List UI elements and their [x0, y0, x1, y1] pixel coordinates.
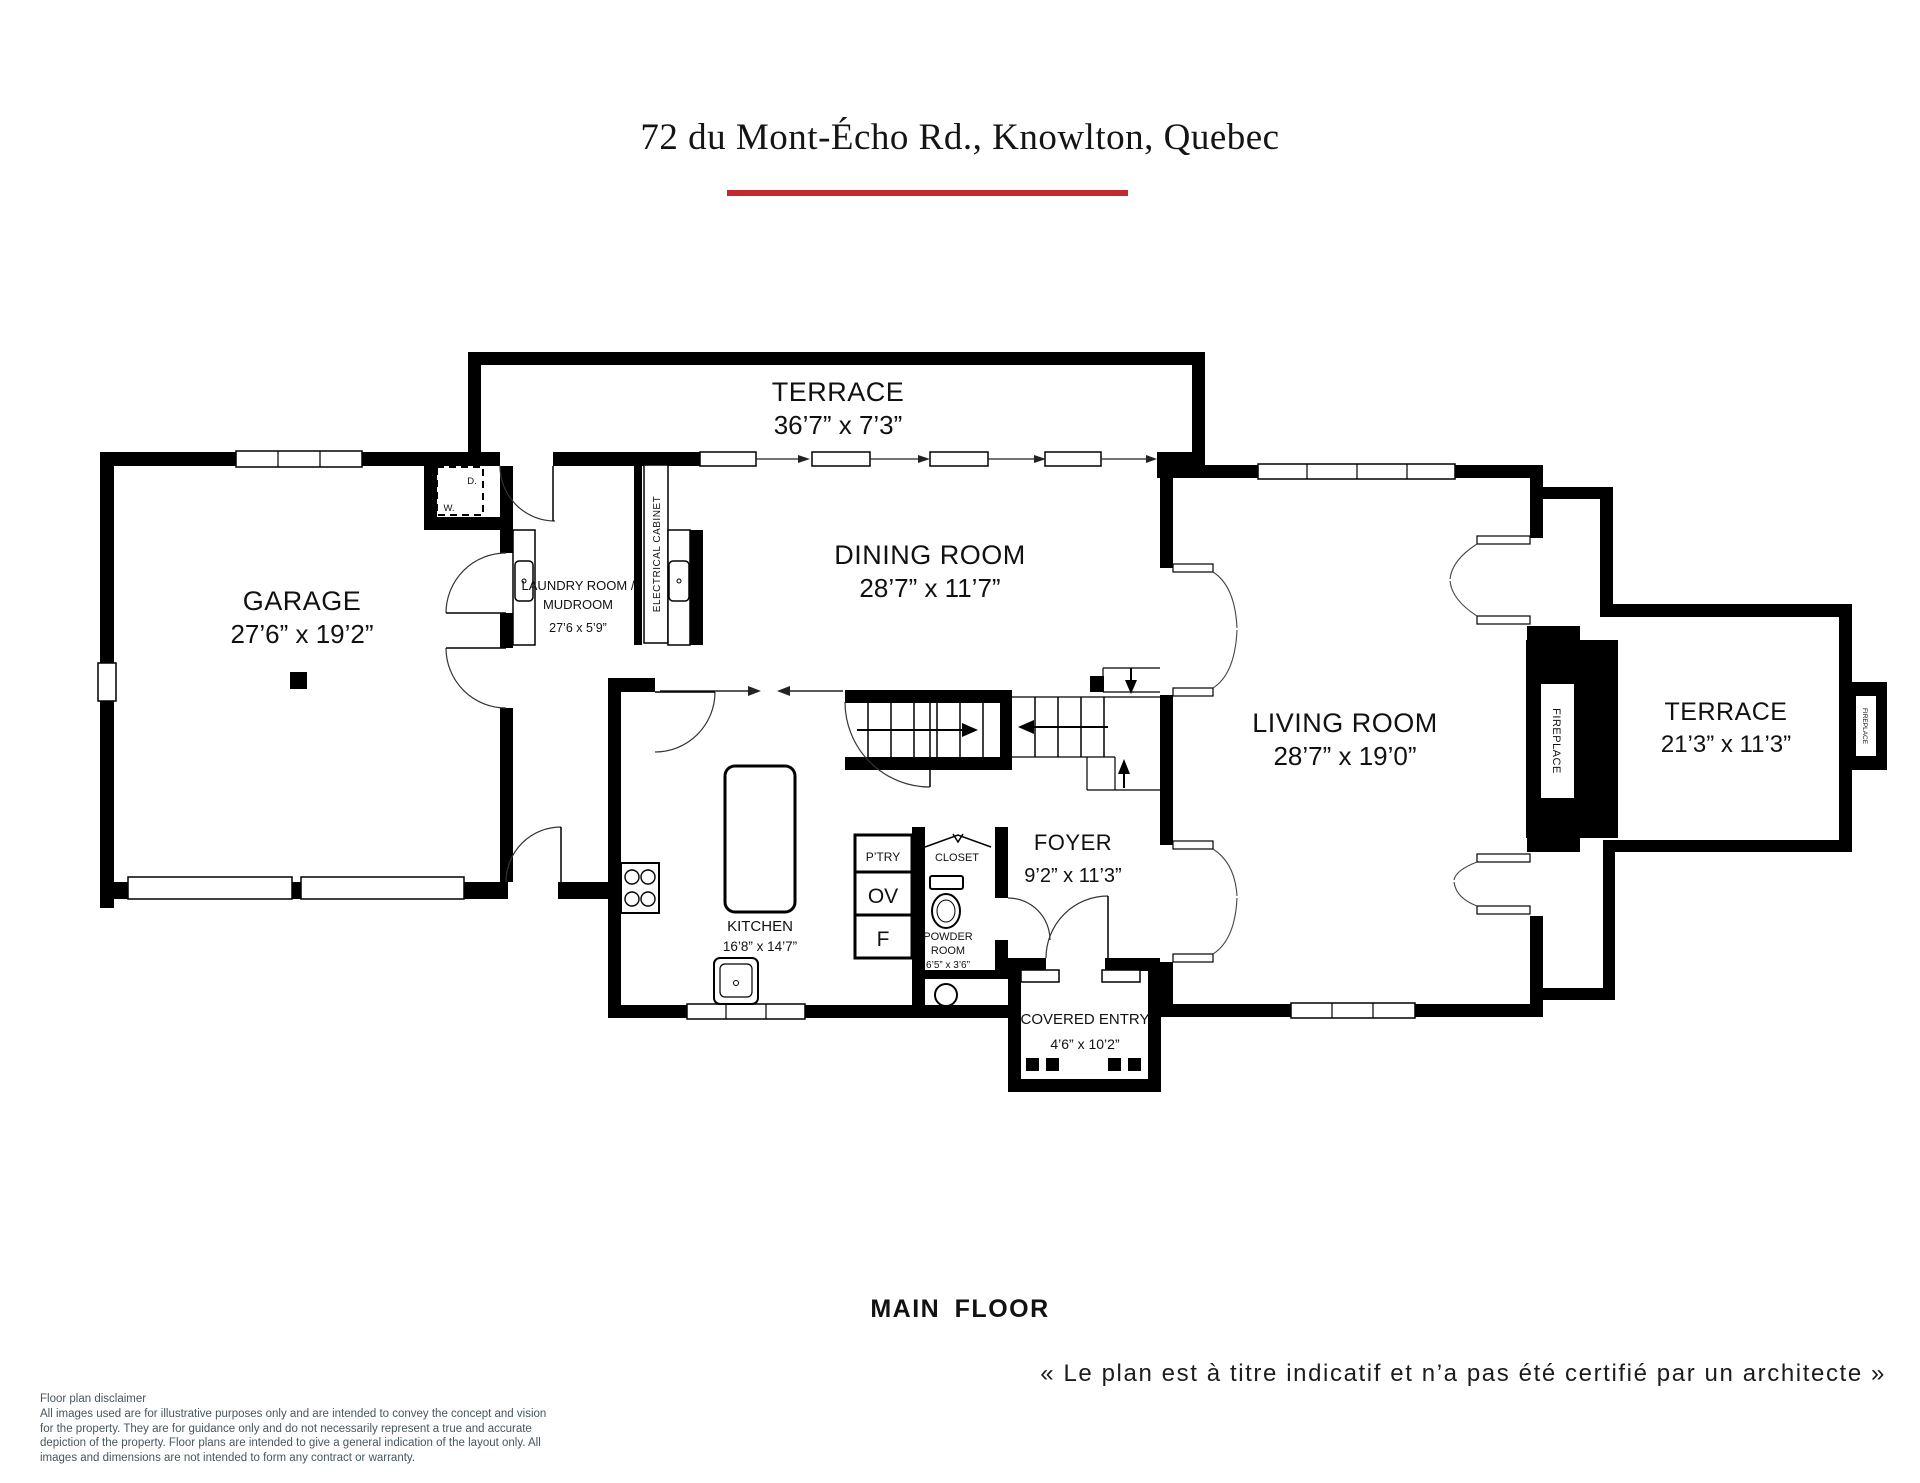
- closet-label: CLOSET: [934, 852, 980, 864]
- laundry-dims: 27’6 x 5’9”: [549, 621, 607, 635]
- living-fireplace: [1526, 640, 1618, 838]
- garage-laundry-door-arc: [446, 553, 506, 613]
- disclaimer-line: depiction of the property. Floor plans are intended to give a general indication of the layout only. All: [40, 1437, 541, 1450]
- french-doors-lower-left: [1173, 841, 1237, 962]
- entry-label: COVERED ENTRY: [1020, 1011, 1150, 1028]
- floor-plan-disclaimer: [40, 1392, 546, 1465]
- dryer-label: D.: [467, 476, 477, 487]
- garage-hall-door-arc: [446, 648, 506, 708]
- washer-dryer-box: [437, 467, 483, 515]
- kitchen-window: [687, 1004, 805, 1019]
- terrace-north-dims: 36’7” x 7’3”: [773, 410, 903, 440]
- disclaimer-line: All images used are for illustrative purposes only and are intended to convey the concept and vision: [40, 1408, 547, 1421]
- garage-dims: 27’6” x 19’2”: [230, 619, 374, 649]
- terrace-north-label: TERRACE: [771, 377, 905, 407]
- powder-sink: [935, 984, 957, 1007]
- kitchen-label: KITCHEN: [727, 918, 793, 935]
- powder-door-arc: [1008, 898, 1050, 940]
- dining-foyer-door-arc: [845, 702, 930, 787]
- garage-side-window: [98, 663, 116, 701]
- living-bottom-window: [1291, 1003, 1415, 1018]
- garage-label: GARAGE: [242, 586, 362, 616]
- garage-rear-door-arc: [506, 827, 561, 882]
- pantry-label: P’TRY: [865, 850, 901, 864]
- garage-top-window: [236, 451, 362, 467]
- toilet: [930, 876, 963, 928]
- closet-rod-icon: [925, 834, 991, 847]
- terrace-fireplace-label: FIREPLACE: [1861, 707, 1868, 745]
- foyer-walls: [1008, 958, 1160, 971]
- kitchen-sink: [714, 958, 758, 1004]
- french-doors-upper-right: [1450, 536, 1530, 624]
- disclaimer-line: images and dimensions are not intended to form any contract or warranty.: [40, 1451, 416, 1464]
- kitchen-island: [725, 766, 795, 912]
- property-address-title: 72 du Mont-Écho Rd., Knowlton, Quebec: [640, 117, 1280, 158]
- powder-dims: 6’5” x 3’6”: [926, 960, 970, 971]
- laundry-counter-right: [668, 530, 690, 645]
- electrical-cabinet: [644, 465, 668, 643]
- foyer-dims: 9’2” x 11’3”: [1024, 865, 1122, 887]
- laundry-sink-right: [669, 561, 689, 601]
- covered-entry-walls: [1008, 970, 1161, 1092]
- foyer-label: FOYER: [1033, 830, 1113, 855]
- garage-walls: [100, 452, 608, 908]
- kitchen-dims: 16’8” x 14’7”: [722, 939, 798, 954]
- entry-dims: 4’6” x 10’2”: [1050, 1036, 1120, 1052]
- powder-label-1: POWDER: [923, 931, 973, 943]
- terrace-fireplace: [1845, 682, 1887, 770]
- stove: [621, 863, 659, 913]
- living-dims: 28’7” x 19’0”: [1273, 741, 1417, 771]
- certification-note: « Le plan est à titre indicatif et n’a pas été certifié par un architecte »: [1040, 1360, 1886, 1387]
- floor-level-label: MAIN FLOOR: [870, 1295, 1050, 1323]
- powder-label-2: ROOM: [930, 945, 966, 957]
- laundry-label-1: LAUNDRY ROOM /: [521, 578, 635, 593]
- covered-entry-windows: [1021, 970, 1140, 982]
- disclaimer-heading: Floor plan disclaimer: [40, 1393, 147, 1405]
- washer-label: W.: [443, 503, 455, 514]
- laundry-label-2: MUDROOM: [542, 597, 614, 612]
- french-doors-lower-right: [1454, 854, 1530, 914]
- dining-label: DINING ROOM: [834, 540, 1026, 570]
- terrace-east-label: TERRACE: [1664, 698, 1788, 726]
- oven-label: OV: [867, 885, 899, 908]
- stair-arrow-left-icon: [1018, 720, 1034, 734]
- electrical-cabinet-label: ELECTRICAL CABINET: [652, 495, 663, 613]
- fridge-label: F: [876, 928, 890, 951]
- entry-door-arc: [1046, 896, 1108, 958]
- dining-kitchen-opening-arrows: [660, 686, 843, 696]
- disclaimer-line: for the property. They are for guidance only and do not necessarily represent a true and accurate: [40, 1422, 532, 1435]
- covered-entry-posts: [1026, 1058, 1141, 1071]
- dining-dims: 28’7” x 11’7”: [859, 573, 1001, 603]
- stair-arrow-up-icon: [962, 723, 978, 737]
- stair-arrow-up2-icon: [1118, 759, 1130, 774]
- french-doors-upper-left: [1173, 564, 1237, 696]
- living-label: LIVING ROOM: [1252, 708, 1438, 738]
- kitchen-door-arc: [655, 692, 715, 752]
- stairs: [845, 668, 1160, 790]
- living-top-window: [1258, 464, 1455, 479]
- living-fireplace-label: FIREPLACE: [1550, 708, 1562, 774]
- terrace-east-dims: 21’3” x 11’3”: [1660, 731, 1792, 758]
